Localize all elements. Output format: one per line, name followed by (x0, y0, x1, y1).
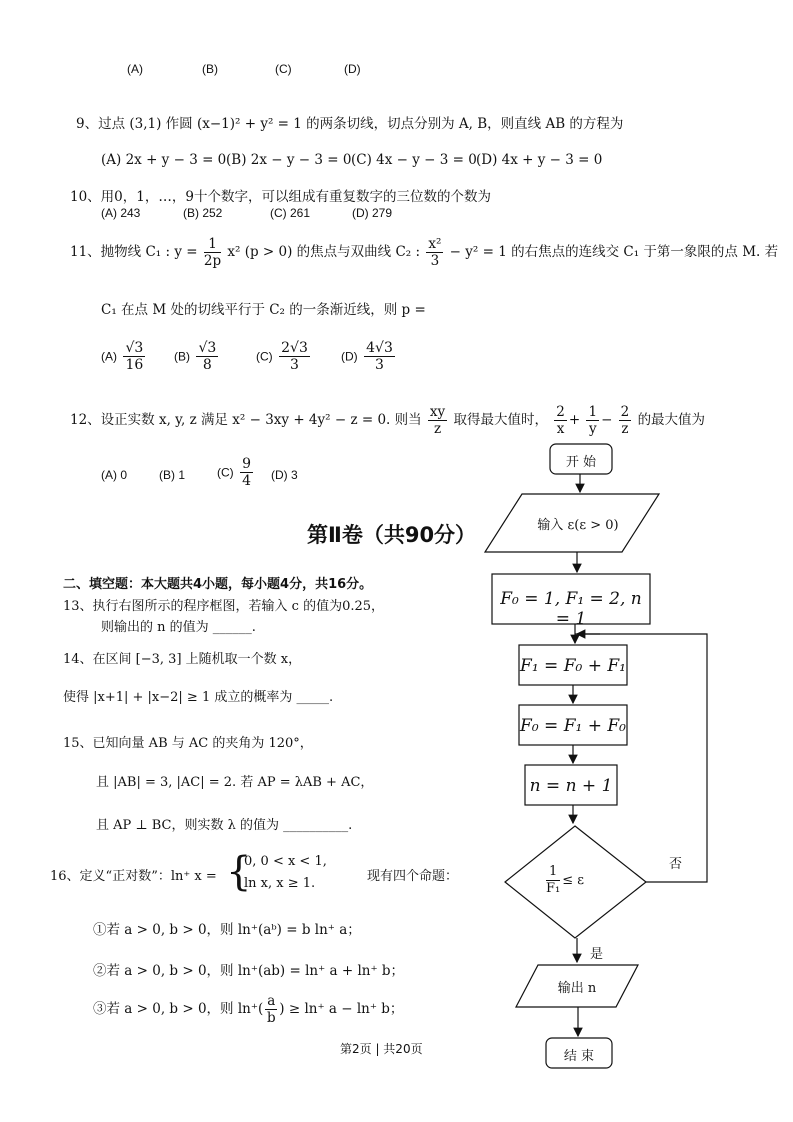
q10-option-b: (B) 252 (183, 206, 223, 220)
q12-expr-2-op: − (601, 412, 613, 428)
q10-option-c: (C) 261 (270, 206, 311, 220)
q12-text-c: 的最大值为 (637, 412, 706, 428)
q12-option-b: (B) 1 (159, 468, 186, 482)
q9-text: 9、过点 (3,1) 作圆 (x−1)² + y² = 1 的两条切线，切点分别为 A, B，则直线 AB 的方程为 (76, 116, 624, 132)
top-option-d: (D) (344, 62, 361, 76)
q12-frac-num: xy (429, 404, 446, 420)
q10-option-d: (D) 279 (352, 206, 393, 220)
flow-cond-num: 1 (546, 864, 560, 881)
q12-expr-3-den: z (621, 421, 629, 437)
flow-input-label: 输入 ε(ε > 0) (537, 518, 619, 533)
flow-yes-label: 是 (590, 947, 604, 962)
q11-option-b-label: (B) (174, 349, 190, 364)
flow-init-label: F₀ = 1, F₁ = 2, n = 1 (500, 589, 642, 629)
q12-option-c-num: 9 (242, 456, 252, 472)
q11-option-d-label: (D) (341, 349, 358, 364)
q11-option-d-num: 4√3 (366, 340, 393, 356)
q13-line1: 13、执行右图所示的程序框图，若输入 c 的值为0.25， (63, 599, 385, 614)
q10-option-a: (A) 243 (101, 206, 141, 220)
flow-step3-label: n = n + 1 (529, 776, 613, 796)
q9-option-c: (C) 4x − y − 3 = 0 (351, 152, 477, 168)
flow-cond-rel: ≤ ε (562, 873, 584, 888)
q12-option-a: (A) 0 (101, 468, 128, 482)
q12-expr-1-den: x (556, 421, 565, 437)
q14-line2: 使得 |x+1| + |x−2| ≥ 1 成立的概率为 _____. (63, 690, 334, 705)
q11-option-b-num: √3 (198, 340, 217, 356)
q11-option-b-den: 8 (202, 357, 212, 373)
q15-line2: 且 |AB| = 3, |AC| = 2. 若 AP = λAB + AC， (96, 775, 374, 790)
q16-item3-num: a (267, 993, 276, 1009)
q11-line1-a: 11、抛物线 C₁ : y = (70, 244, 198, 260)
q15-line3: 且 AP ⊥ BC，则实数 λ 的值为 __________. (96, 818, 353, 833)
q9-option-a: (A) 2x + y − 3 = 0 (101, 152, 227, 168)
flow-end-label: 结 束 (563, 1049, 595, 1064)
top-option-c: (C) (275, 62, 292, 76)
q12-expr-3-num: 2 (620, 404, 630, 420)
flow-step2-label: F₀ = F₁ + F₀ (520, 716, 626, 736)
q16-item3-b: ) ≥ ln⁺ a − ln⁺ b； (279, 1001, 404, 1017)
fill-blank-heading: 二、填空题：本大题共4小题，每小题4分，共16分。 (63, 577, 373, 592)
q16-case2: ln x, x ≥ 1. (244, 876, 316, 891)
flow-start-label: 开 始 (565, 455, 597, 470)
top-option-b: (B) (202, 62, 218, 76)
q11-line1-b: x² (p > 0) 的焦点与双曲线 C₂ : (227, 244, 421, 260)
q12-expr-2-num: 1 (588, 404, 598, 420)
q16-brace: { (226, 849, 252, 895)
q11-frac1-num: 1 (204, 236, 221, 253)
q11-line2: C₁ 在点 M 处的切线平行于 C₂ 的一条渐近线，则 p = (101, 302, 426, 318)
q15-line1: 15、已知向量 AB 与 AC 的夹角为 120°， (63, 736, 313, 751)
q10-text: 10、用0，1，…，9十个数字，可以组成有重复数字的三位数的个数为 (70, 189, 491, 205)
q11-option-a-num: √3 (125, 340, 144, 356)
q11-option-c-den: 3 (290, 357, 299, 373)
q16-item3-a: ③若 a > 0, b > 0，则 ln⁺( (93, 1001, 264, 1017)
page-footer: 第2页 | 共20页 (340, 1042, 423, 1056)
q16-case1: 0, 0 < x < 1, (244, 854, 327, 869)
q12-option-d: (D) 3 (271, 468, 298, 482)
flow-no-label: 否 (669, 857, 683, 872)
flow-output-label: 输出 n (557, 981, 597, 996)
q16-item2: ②若 a > 0, b > 0，则 ln⁺(ab) = ln⁺ a + ln⁺ b； (93, 963, 405, 979)
q12-text-b: 取得最大值时， (453, 412, 548, 428)
q11-option-a-den: 16 (125, 357, 144, 373)
flow-cond-frac (546, 864, 560, 897)
q9-option-d: (D) 4x + y − 3 = 0 (476, 152, 603, 168)
q11-option-c-label: (C) (256, 349, 273, 364)
flow-cond-den: F₁ (546, 881, 561, 896)
q14-line1: 14、在区间 [−3, 3] 上随机取一个数 x， (63, 652, 302, 667)
q16-item1: ①若 a > 0, b > 0，则 ln⁺(aᵇ) = b ln⁺ a； (93, 922, 361, 938)
q16-intro: 16、定义“正对数”：ln⁺ x = (50, 869, 217, 884)
q9-option-b: (B) 2x − y − 3 = 0 (226, 152, 352, 168)
section-title: 第Ⅱ卷（共90分） (307, 523, 477, 547)
top-option-a: (A) (127, 62, 143, 76)
q12-text-a: 12、设正实数 x, y, z 满足 x² − 3xy + 4y² − z = 0. 则当 (70, 412, 422, 428)
q11-frac1-den: 2p (203, 253, 222, 269)
q11-frac2-den: 3 (430, 253, 440, 269)
q12-expr-1-op: + (568, 412, 581, 428)
q16-tail: 现有四个命题： (367, 869, 459, 884)
q12-frac-den: z (433, 421, 442, 437)
q12-option-c-den: 4 (242, 473, 252, 489)
flow-condition-label (544, 864, 584, 897)
q11-frac2-num: x² (428, 236, 442, 252)
flow-step1-label: F₁ = F₀ + F₁ (520, 656, 626, 676)
q11-option-a-label: (A) (101, 349, 117, 364)
q11-option-d-den: 3 (375, 357, 384, 373)
q12-expr-1-num: 2 (556, 404, 565, 420)
q13-line2: 则输出的 n 的值为 ______. (101, 620, 256, 635)
q16-item3-den: b (266, 1010, 276, 1026)
q12-expr-2-den: y (588, 421, 597, 437)
q11-option-c-num: 2√3 (281, 340, 308, 356)
q12-option-c-label: (C) (217, 465, 234, 480)
q11-line1-c: − y² = 1 的右焦点的连线交 C₁ 于第一象限的点 M. 若 (449, 244, 779, 260)
